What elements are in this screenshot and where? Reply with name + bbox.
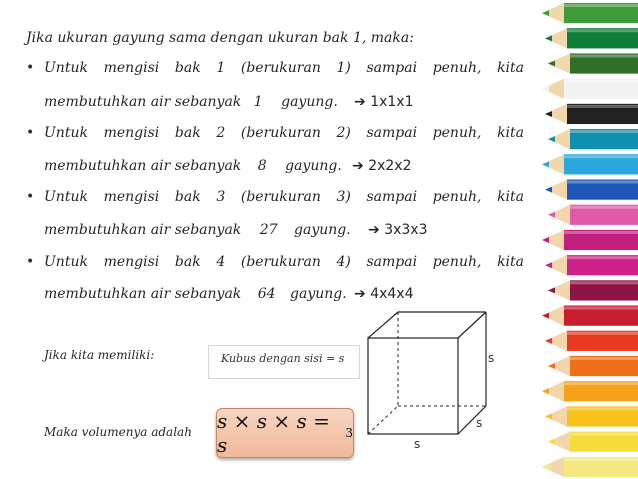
bullet-4-unit: gayung.	[290, 286, 347, 302]
bullet-2-word: penuh,	[432, 125, 482, 141]
pencil-shape	[542, 3, 638, 23]
bullet-1-line2	[44, 94, 338, 110]
bullet-1-word: bak	[174, 60, 201, 76]
bullet-2-word: (berukuran	[240, 125, 321, 141]
bullet-2-word: mengisi	[103, 125, 160, 141]
bullet-3-word: Untuk	[44, 189, 88, 205]
bullet-3-word: mengisi	[103, 189, 160, 205]
bullet-3-word: penuh,	[432, 189, 482, 205]
bullet-3-prefix: membutuhkan air sebanyak	[44, 222, 242, 238]
pencil-shape	[545, 255, 638, 275]
bullet-1-word: kita	[497, 60, 524, 76]
bullet-2-line1	[44, 125, 524, 141]
cube-label-depth: s	[476, 416, 483, 430]
bullet-4-note: ➔ 4x4x4	[354, 286, 414, 302]
bullet-1-word: (berukuran	[240, 60, 321, 76]
bullet-3-unit: gayung.	[294, 222, 351, 238]
pencil-shape	[542, 154, 638, 174]
volume-formula	[216, 408, 354, 458]
pencil-shape	[548, 129, 638, 149]
bullet-4-value: 64	[257, 286, 276, 302]
pencil-shape	[545, 331, 638, 351]
arrow-icon: ➔	[354, 286, 366, 302]
bullet-1-value: 1	[253, 94, 263, 110]
bullet-3-word: 3)	[336, 189, 351, 205]
bullet-2-word: 2)	[336, 125, 351, 141]
formula-exponent: 3	[345, 426, 353, 440]
bullet-2-value: 8	[257, 158, 267, 174]
arrow-icon: ➔	[368, 222, 380, 238]
bullet-1-prefix: membutuhkan air sebanyak	[44, 94, 242, 110]
have-label: Jika kita memiliki:	[44, 348, 155, 362]
bullet-4-word: kita	[497, 254, 524, 270]
bullet-4-word: penuh,	[432, 254, 482, 270]
pencil-shape	[545, 406, 638, 426]
bullet-2-word: 2	[216, 125, 226, 141]
pencil-shape	[548, 432, 638, 452]
pencil-shape	[545, 104, 638, 124]
cube-label-bottom: s	[414, 437, 421, 451]
bullet-4-line1	[44, 254, 524, 270]
pencil-shape	[542, 79, 638, 99]
pencil-shape	[548, 53, 638, 73]
cube-diagram	[362, 308, 495, 438]
pencil-shape	[545, 179, 638, 199]
bullet-2-word: Untuk	[44, 125, 88, 141]
pencil-shape	[548, 280, 638, 300]
bullet-1-word: 1	[216, 60, 226, 76]
bullet-2-word: bak	[174, 125, 201, 141]
bullet-2-word: kita	[497, 125, 524, 141]
bullet-3-marker: •	[26, 189, 35, 205]
bullet-1-unit: gayung.	[281, 94, 338, 110]
bullet-3-note: ➔ 3x3x3	[368, 222, 428, 238]
volume-label: Maka volumenya adalah	[44, 425, 192, 439]
bullet-4-word: bak	[174, 254, 201, 270]
pencil-shape	[542, 381, 638, 401]
bullet-4-word: 4)	[336, 254, 351, 270]
bullet-3-line2	[44, 222, 351, 238]
bullet-2-line2	[44, 158, 342, 174]
bullet-4-prefix: membutuhkan air sebanyak	[44, 286, 242, 302]
bullet-2-prefix: membutuhkan air sebanyak	[44, 158, 242, 174]
bullet-2-unit: gayung.	[285, 158, 342, 174]
pencil-shape	[542, 457, 638, 477]
arrow-icon: ➔	[352, 158, 364, 174]
pencil-shape	[548, 356, 638, 376]
bullet-2-word: sampai	[366, 125, 418, 141]
bullet-1-word: Untuk	[44, 60, 88, 76]
bullet-1-word: 1)	[336, 60, 351, 76]
bullet-3-word: 3	[216, 189, 226, 205]
bullet-4-line2	[44, 286, 347, 302]
bullet-4-word: (berukuran	[240, 254, 321, 270]
bullet-4-word: sampai	[366, 254, 418, 270]
pencil-shape	[542, 306, 638, 326]
formula-base: s × s × s = s	[217, 409, 330, 457]
bullet-3-value: 27	[259, 222, 278, 238]
bullet-1-marker: •	[26, 60, 35, 76]
bullet-3-word: sampai	[366, 189, 418, 205]
bullet-4-word: mengisi	[103, 254, 160, 270]
bullet-4-word: Untuk	[44, 254, 88, 270]
arrow-icon: ➔	[354, 94, 366, 110]
pencil-shape	[545, 28, 638, 48]
bullet-1-note: ➔ 1x1x1	[354, 94, 414, 110]
bullet-1-word: penuh,	[432, 60, 482, 76]
pencil-shape	[542, 230, 638, 250]
cube-label-right: s	[488, 351, 495, 365]
bullet-3-word: kita	[497, 189, 524, 205]
bullet-3-line1	[44, 189, 524, 205]
intro-text: Jika ukuran gayung sama dengan ukuran bak 1, maka:	[26, 30, 414, 46]
bullet-2-note: ➔ 2x2x2	[352, 158, 412, 174]
colored-pencils-decoration	[528, 0, 638, 479]
bullet-1-line1	[44, 60, 524, 76]
bullet-1-word: sampai	[366, 60, 418, 76]
cube-description: Kubus dengan sisi = s	[208, 345, 360, 379]
bullet-2-marker: •	[26, 125, 35, 141]
bullet-3-word: (berukuran	[240, 189, 321, 205]
bullet-3-word: bak	[174, 189, 201, 205]
bullet-4-word: 4	[216, 254, 226, 270]
bullet-4-marker: •	[26, 254, 35, 270]
pencil-shape	[548, 205, 638, 225]
bullet-1-word: mengisi	[103, 60, 160, 76]
